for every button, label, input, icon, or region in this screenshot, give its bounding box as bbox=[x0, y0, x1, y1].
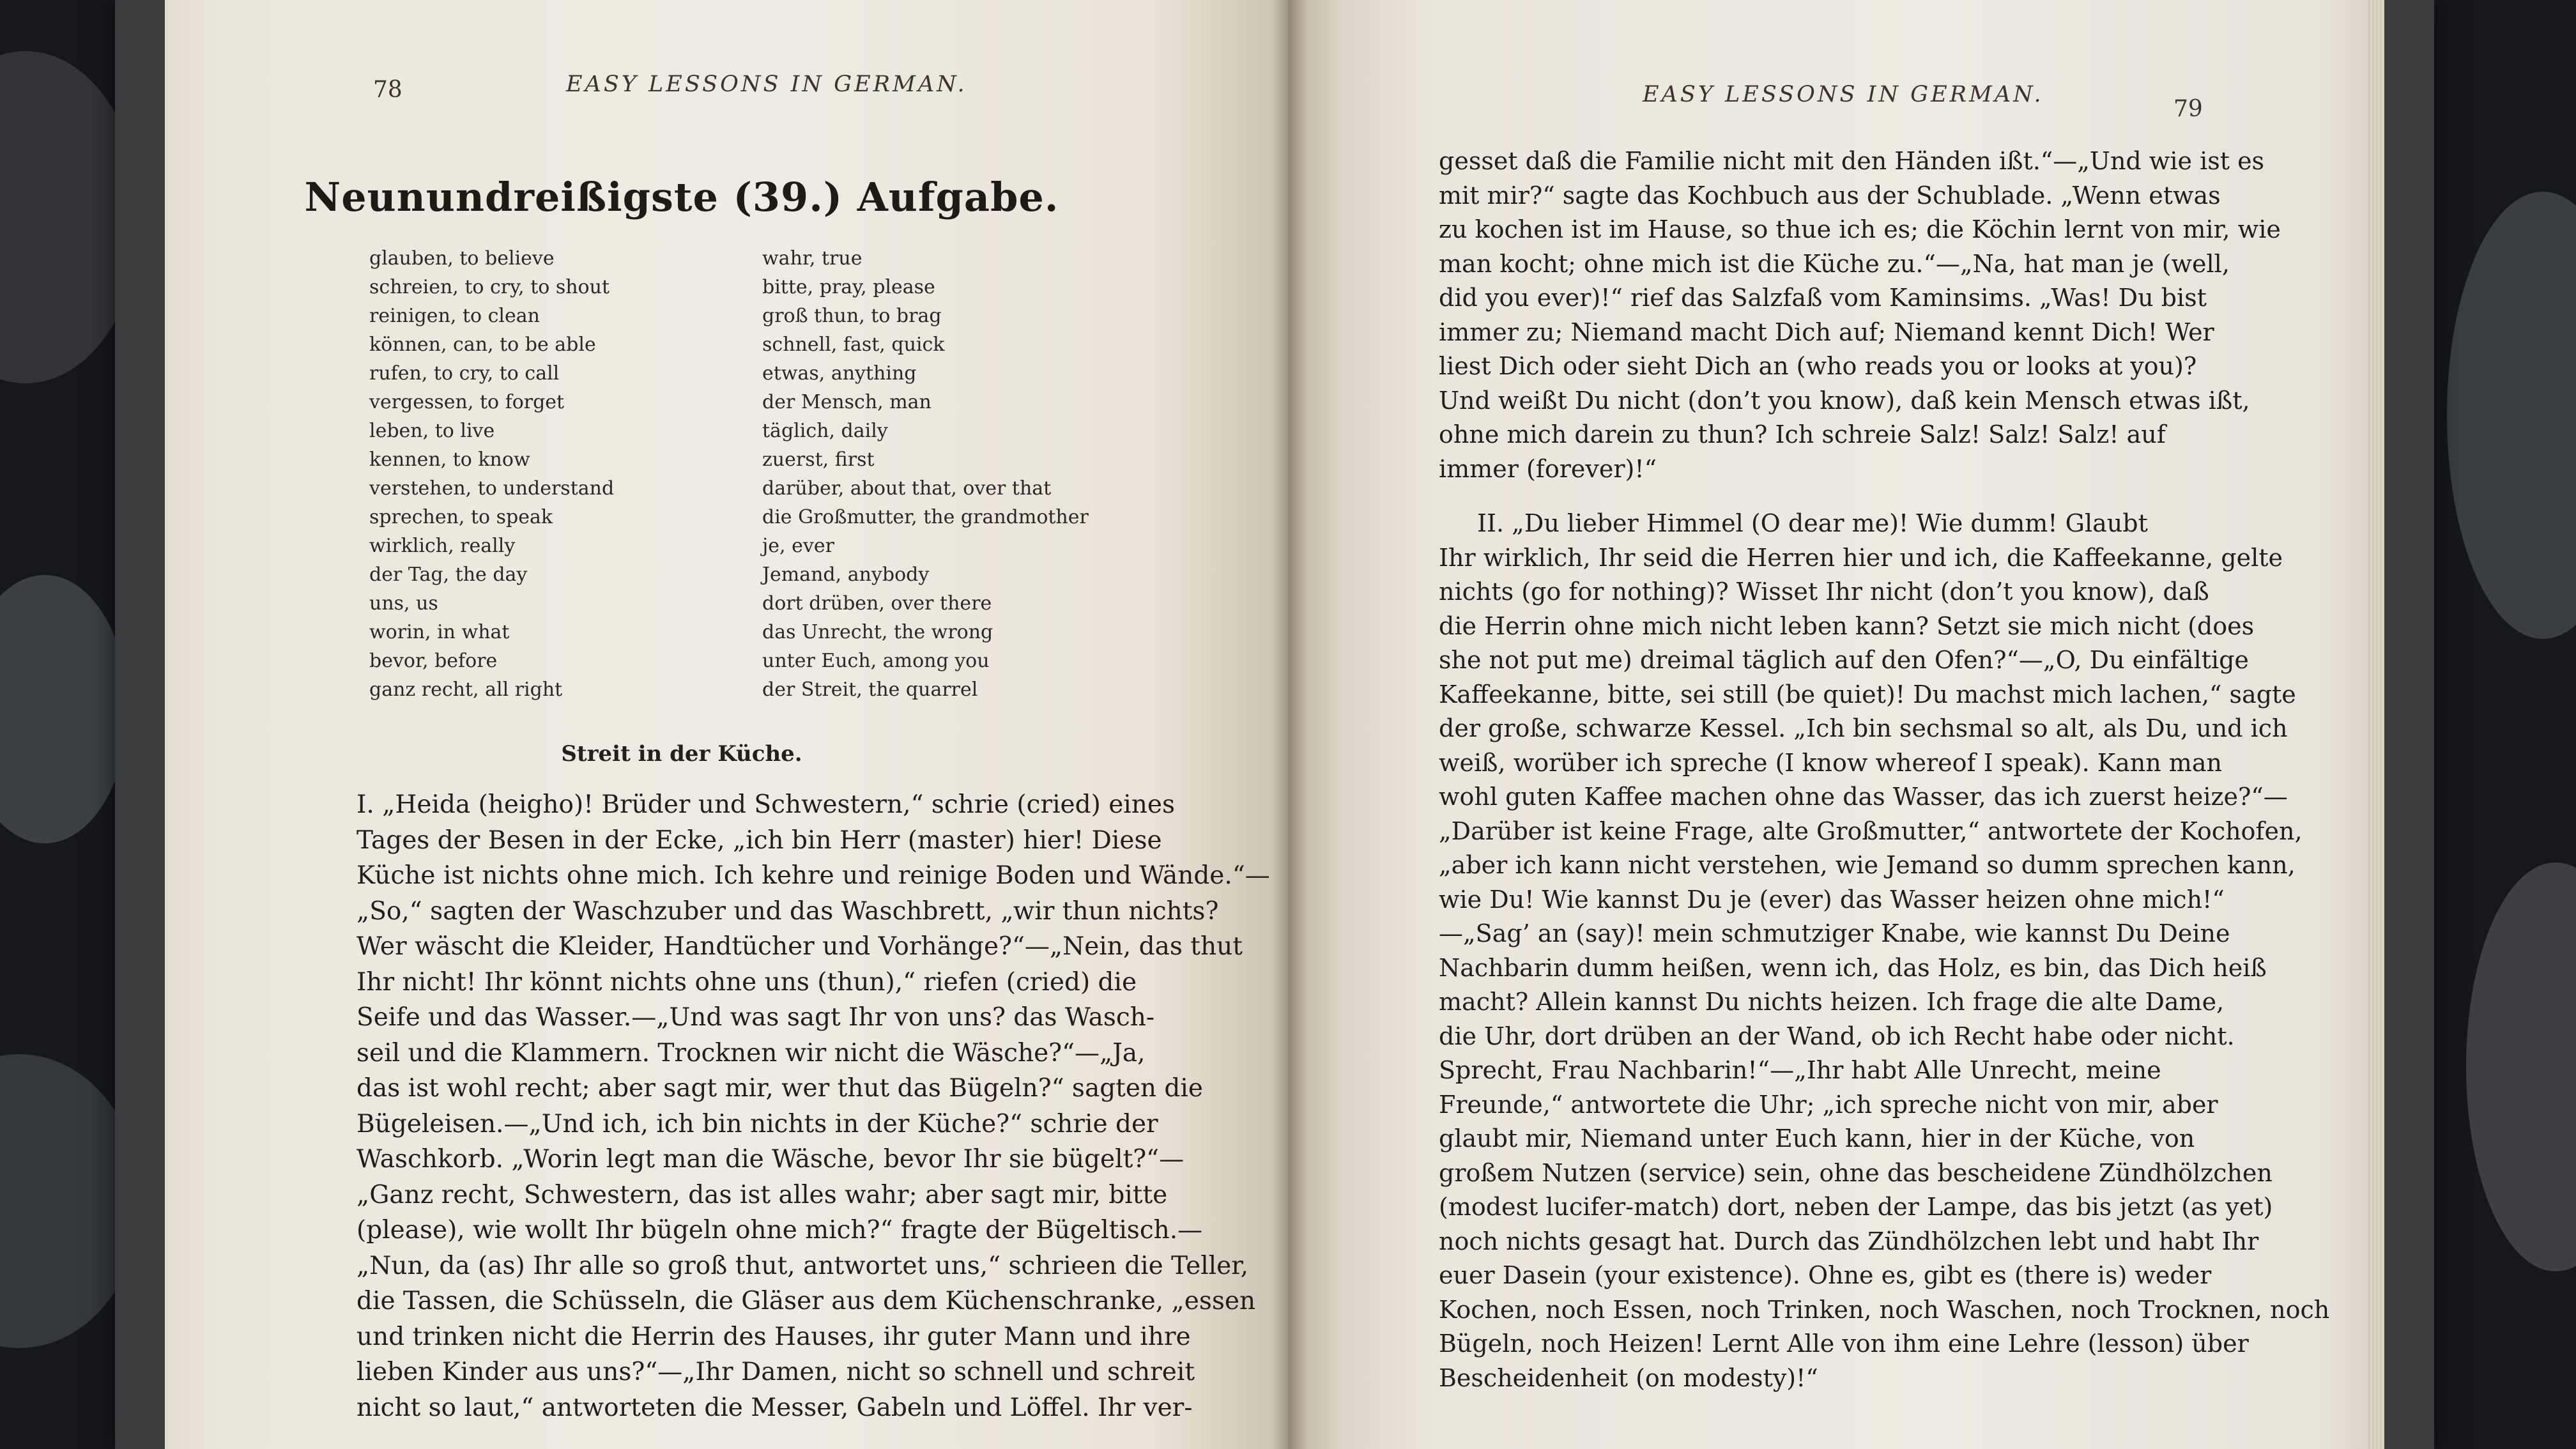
text-line: Tages der Besen in der Ecke, „ich bin Herr (master) hier! Diese bbox=[356, 825, 1162, 855]
vocabulary-entry-right: etwas, anything bbox=[762, 362, 917, 385]
vocabulary-row bbox=[369, 388, 1089, 417]
text-line: „Nun, da (as) Ihr alle so groß thut, antwortet uns,“ schrieen die Teller, bbox=[356, 1251, 1248, 1280]
text-line: zu kochen ist im Hause, so thue ich es; die Köchin lernt von mir, wie bbox=[1439, 215, 2281, 243]
vocabulary-entry-left: ganz recht, all right bbox=[369, 678, 563, 701]
vocabulary-row bbox=[369, 417, 1089, 445]
text-line: „aber ich kann nicht verstehen, wie Jemand so dumm sprechen kann, bbox=[1439, 851, 2296, 879]
running-head: EASY LESSONS IN GERMAN. bbox=[1643, 82, 2044, 107]
text-line: „So,“ sagten der Waschzuber und das Waschbrett, „wir thun nichts? bbox=[356, 896, 1219, 926]
right-page bbox=[1288, 0, 2384, 1449]
left-page bbox=[165, 0, 1288, 1449]
vocabulary-row bbox=[369, 589, 1089, 618]
story-text bbox=[356, 787, 1270, 1425]
vocabulary-list bbox=[369, 244, 1089, 704]
vocabulary-entry-left: glauben, to believe bbox=[369, 247, 555, 270]
text-line: immer (forever)!“ bbox=[1439, 454, 1657, 483]
text-line: Bügeln, noch Heizen! Lernt Alle von ihm eine Lehre (lesson) über bbox=[1439, 1330, 2249, 1358]
vocabulary-entry-right: bitte, pray, please bbox=[762, 276, 935, 298]
vocabulary-entry-left: wirklich, really bbox=[369, 535, 516, 557]
vocabulary-row bbox=[369, 503, 1089, 532]
text-line: „Darüber ist keine Frage, alte Großmutter,“ antwortete der Kochofen, bbox=[1439, 816, 2303, 845]
vocabulary-entry-left: worin, in what bbox=[369, 621, 510, 643]
text-line: Und weißt Du nicht (don’t you know), daß kein Mensch etwas ißt, bbox=[1439, 386, 2250, 415]
vocabulary-entry-left: vergessen, to forget bbox=[369, 391, 565, 413]
vocabulary-entry-left: sprechen, to speak bbox=[369, 506, 553, 528]
vocabulary-row bbox=[369, 474, 1089, 503]
section-title: Streit in der Küche. bbox=[561, 741, 802, 767]
text-line: —„Sag’ an (say)! mein schmutziger Knabe, wie kannst Du Deine bbox=[1439, 919, 2230, 947]
text-line: Kaffeekanne, bitte, sei still (be quiet)! Du machst mich lachen,“ sagte bbox=[1439, 680, 2296, 709]
vocabulary-entry-left: leben, to live bbox=[369, 420, 495, 442]
running-head: EASY LESSONS IN GERMAN. bbox=[566, 72, 967, 97]
vocabulary-entry-left: rufen, to cry, to call bbox=[369, 362, 560, 385]
text-line: Freunde,“ antwortete die Uhr; „ich spreche nicht von mir, aber bbox=[1439, 1090, 2218, 1119]
text-line: Waschkorb. „Worin legt man die Wäsche, bevor Ihr sie bügelt?“— bbox=[356, 1145, 1184, 1174]
vocabulary-entry-left: der Tag, the day bbox=[369, 564, 528, 586]
vocabulary-entry-right: unter Euch, among you bbox=[762, 650, 990, 672]
text-line: der große, schwarze Kessel. „Ich bin sechsmal so alt, als Du, und ich bbox=[1439, 714, 2288, 742]
text-line: Ihr wirklich, Ihr seid die Herren hier und ich, die Kaffeekanne, gelte bbox=[1439, 543, 2283, 572]
text-line: mit mir?“ sagte das Kochbuch aus der Schublade. „Wenn etwas bbox=[1439, 181, 2221, 210]
text-line: gesset daß die Familie nicht mit den Händen ißt.“—„Und wie ist es bbox=[1439, 147, 2265, 175]
page-number: 79 bbox=[2174, 96, 2203, 122]
text-line: glaubt mir, Niemand unter Euch kann, hier in der Küche, von bbox=[1439, 1124, 2195, 1153]
vocabulary-entry-right: wahr, true bbox=[762, 247, 862, 270]
text-line: wohl guten Kaffee machen ohne das Wasser, das ich zuerst heize?“— bbox=[1439, 783, 2288, 811]
text-line: Küche ist nichts ohne mich. Ich kehre und reinige Boden und Wände.“— bbox=[356, 861, 1270, 890]
text-line: wie Du! Wie kannst Du je (ever) das Wasser heizen ohne mich!“ bbox=[1439, 885, 2225, 914]
text-line: seil und die Klammern. Trocknen wir nicht die Wäsche?“—„Ja, bbox=[356, 1038, 1146, 1068]
vocabulary-row bbox=[369, 359, 1089, 388]
text-line: Seife und das Wasser.—„Und was sagt Ihr von uns? das Wasch- bbox=[356, 1003, 1154, 1032]
text-line: die Uhr, dort drüben an der Wand, ob ich Recht habe oder nicht. bbox=[1439, 1022, 2235, 1050]
page-edge bbox=[2368, 0, 2384, 1449]
text-line: noch nichts gesagt hat. Durch das Zündhölzchen lebt und habt Ihr bbox=[1439, 1227, 2259, 1255]
text-line: Kochen, noch Essen, noch Trinken, noch Waschen, noch Trocknen, noch bbox=[1439, 1295, 2330, 1324]
text-line: liest Dich oder sieht Dich an (who reads you or looks at you)? bbox=[1439, 352, 2197, 380]
vocabulary-entry-right: je, ever bbox=[762, 535, 834, 557]
text-line: nichts (go for nothing)? Wisset Ihr nicht (don’t you know), daß bbox=[1439, 578, 2209, 606]
vocabulary-entry-right: Jemand, anybody bbox=[762, 564, 930, 586]
background-pattern bbox=[2447, 192, 2576, 639]
text-line: Nachbarin dumm heißen, wenn ich, das Holz, es bin, das Dich heiß bbox=[1439, 953, 2267, 982]
text-line: Bescheidenheit (on modesty)!“ bbox=[1439, 1363, 1818, 1392]
text-line: she not put me) dreimal täglich auf den Ofen?“—„O, Du einfältige bbox=[1439, 646, 2249, 674]
paragraph-spacer bbox=[1439, 486, 2329, 507]
vocabulary-entry-right: schnell, fast, quick bbox=[762, 334, 945, 356]
text-line: nicht so laut,“ antworteten die Messer, Gabeln und Löffel. Ihr ver- bbox=[356, 1393, 1193, 1422]
text-line: das ist wohl recht; aber sagt mir, wer thut das Bügeln?“ sagten die bbox=[356, 1074, 1203, 1103]
text-line: weiß, worüber ich spreche (I know whereof I speak). Kann man bbox=[1439, 748, 2222, 777]
book-gutter bbox=[1271, 0, 1307, 1449]
background-pattern bbox=[2466, 862, 2576, 1271]
vocabulary-row bbox=[369, 560, 1089, 589]
text-line: „Ganz recht, Schwestern, das ist alles wahr; aber sagt mir, bitte bbox=[356, 1180, 1168, 1209]
text-line: Sprecht, Frau Nachbarin!“—„Ihr habt Alle Unrecht, meine bbox=[1439, 1056, 2161, 1084]
text-line: und trinken nicht die Herrin des Hauses, ihr guter Mann und ihre bbox=[356, 1322, 1191, 1351]
vocabulary-entry-right: der Streit, the quarrel bbox=[762, 678, 978, 701]
text-line: man kocht; ohne mich ist die Küche zu.“—„Na, hat man je (well, bbox=[1439, 249, 2230, 278]
vocabulary-row bbox=[369, 647, 1089, 675]
text-line: I. „Heida (heigho)! Brüder und Schwestern,“ schrie (cried) eines bbox=[356, 790, 1175, 819]
text-line: lieben Kinder aus uns?“—„Ihr Damen, nicht so schnell und schreit bbox=[356, 1358, 1195, 1386]
vocabulary-entry-right: der Mensch, man bbox=[762, 391, 931, 413]
text-line: macht? Allein kannst Du nichts heizen. Ich frage die alte Dame, bbox=[1439, 988, 2225, 1016]
vocabulary-entry-left: kennen, to know bbox=[369, 448, 530, 471]
vocabulary-row bbox=[369, 302, 1089, 330]
story-text bbox=[1439, 144, 2329, 1395]
text-line: Wer wäscht die Kleider, Handtücher und Vorhänge?“—„Nein, das thut bbox=[356, 932, 1243, 961]
text-line: großem Nutzen (service) sein, ohne das bescheidene Zündhölzchen bbox=[1439, 1158, 2273, 1187]
vocabulary-entry-right: dort drüben, over there bbox=[762, 592, 992, 615]
text-line: did you ever)!“ rief das Salzfaß vom Kaminsims. „Was! Du bist bbox=[1439, 284, 2207, 312]
text-line: immer zu; Niemand macht Dich auf; Niemand kennt Dich! Wer bbox=[1439, 318, 2214, 346]
text-line: ohne mich darein zu thun? Ich schreie Salz! Salz! Salz! auf bbox=[1439, 420, 2166, 448]
vocabulary-entry-left: schreien, to cry, to shout bbox=[369, 276, 610, 298]
lesson-title: Neunundreißigste (39.) Aufgabe. bbox=[304, 174, 1059, 220]
vocabulary-row bbox=[369, 618, 1089, 647]
vocabulary-row bbox=[369, 445, 1089, 474]
vocabulary-entry-left: reinigen, to clean bbox=[369, 305, 540, 327]
text-line: Bügeleisen.—„Und ich, ich bin nichts in der Küche?“ schrie der bbox=[356, 1109, 1158, 1138]
background-pattern bbox=[0, 575, 128, 843]
text-line: (modest lucifer-match) dort, neben der Lampe, das bis jetzt (as yet) bbox=[1439, 1193, 2273, 1221]
vocabulary-entry-left: verstehen, to understand bbox=[369, 477, 615, 500]
vocabulary-entry-right: darüber, about that, over that bbox=[762, 477, 1052, 500]
text-line: II. „Du lieber Himmel (O dear me)! Wie dumm! Glaubt bbox=[1477, 509, 2148, 537]
text-line: euer Dasein (your existence). Ohne es, gibt es (there is) weder bbox=[1439, 1261, 2212, 1289]
page-number: 78 bbox=[373, 77, 402, 103]
text-line: die Tassen, die Schüsseln, die Gläser aus dem Küchenschranke, „essen bbox=[356, 1287, 1256, 1315]
text-line: Ihr nicht! Ihr könnt nichts ohne uns (thun),“ riefen (cried) die bbox=[356, 967, 1137, 997]
vocabulary-row bbox=[369, 330, 1089, 359]
vocabulary-entry-right: zuerst, first bbox=[762, 448, 875, 471]
vocabulary-entry-left: können, can, to be able bbox=[369, 334, 596, 356]
text-line: die Herrin ohne mich nicht leben kann? Setzt sie mich nicht (does bbox=[1439, 611, 2255, 640]
vocabulary-entry-right: täglich, daily bbox=[762, 420, 888, 442]
text-line: (please), wie wollt Ihr bügeln ohne mich?“ fragte der Bügeltisch.— bbox=[356, 1216, 1203, 1245]
vocabulary-entry-right: das Unrecht, the wrong bbox=[762, 621, 993, 643]
vocabulary-row bbox=[369, 532, 1089, 560]
vocabulary-entry-left: bevor, before bbox=[369, 650, 498, 672]
vocabulary-row bbox=[369, 675, 1089, 704]
vocabulary-entry-right: groß thun, to brag bbox=[762, 305, 942, 327]
vocabulary-entry-right: die Großmutter, the grandmother bbox=[762, 506, 1089, 528]
vocabulary-entry-left: uns, us bbox=[369, 592, 438, 615]
vocabulary-row bbox=[369, 244, 1089, 273]
vocabulary-row bbox=[369, 273, 1089, 302]
